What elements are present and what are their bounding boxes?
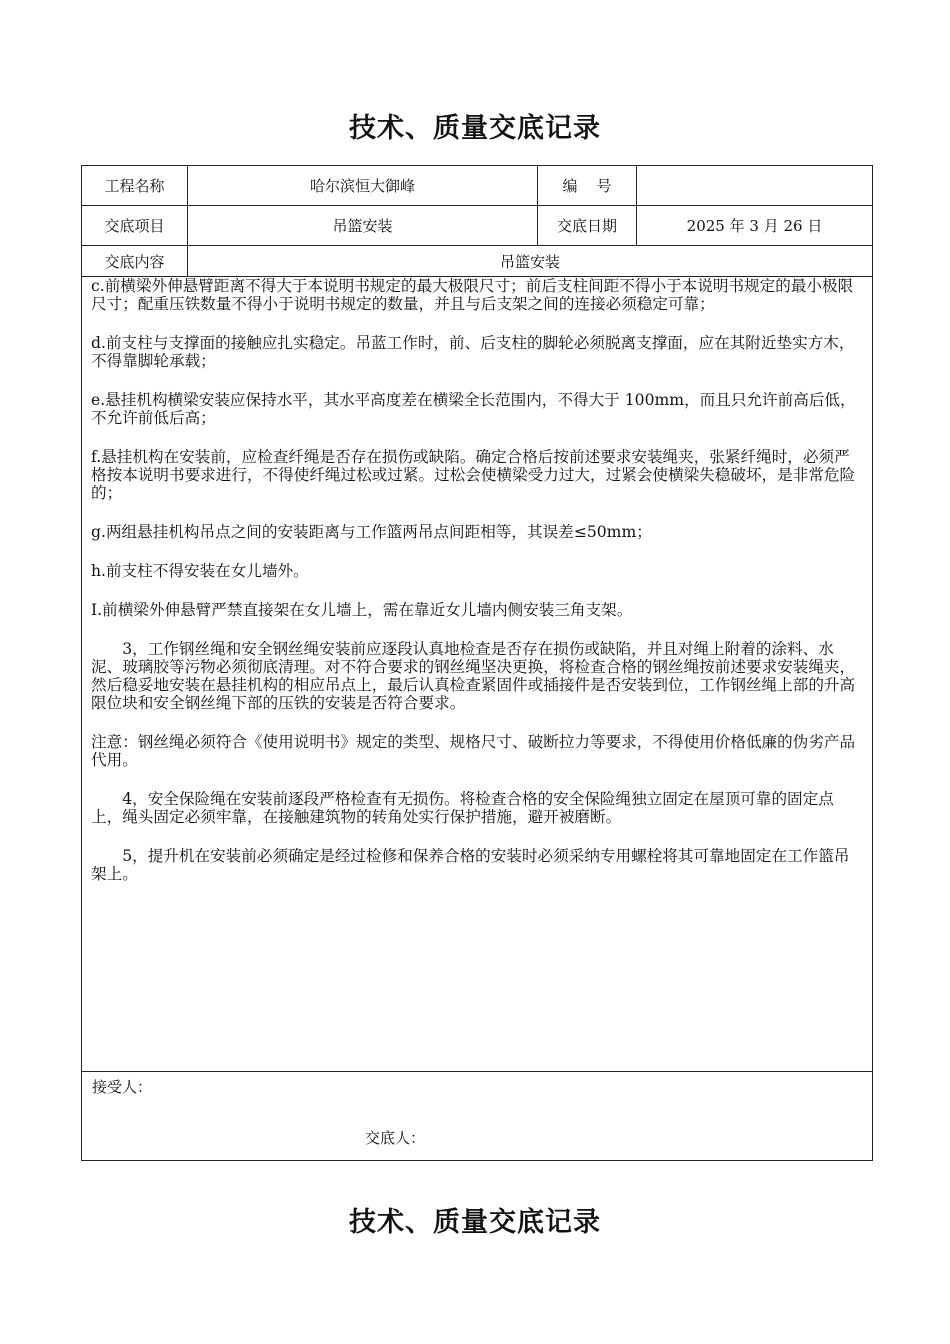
body-paragraph: g.两组悬挂机构吊点之间的安装距离与工作篮两吊点间距相等，其误差≤50mm； [91,523,652,541]
table-row [82,206,873,246]
date-value: 2025 年 3 月 26 日 [637,206,873,246]
content-label: 交底内容 [82,246,188,277]
body-paragraph: 4，安全保险绳在安装前逐段严格检查有无损伤。将检查合格的安全保险绳独立固定在屋顶可靠的固定点上，绳头固定必须牢靠，在接触建筑物的转角处实行保护措施，避开被磨断。 [91,790,834,826]
project-name-label: 工程名称 [82,166,188,206]
table-row [82,166,873,206]
item-label: 交底项目 [82,206,188,246]
body-paragraph: c.前横梁外伸悬臂距离不得大于本说明书规定的最大极限尺寸；前后支柱间距不得小于本说明书规定的最小极限尺寸；配重压铁数量不得小于说明书规定的数量，并且与后支架之间的连接必须稳定可靠； [91,277,854,313]
body-paragraph: d.前支柱与支撑面的接触应扎实稳定。吊蓝工作时，前、后支柱的脚轮必须脱离支撑面，应在其附近垫实方木，不得靠脚轮承载； [91,334,855,370]
body-paragraph: I.前横梁外伸悬臂严禁直接架在女儿墙上，需在靠近女儿墙内侧安装三角支架。 [91,601,633,619]
number-value [637,166,873,206]
signature-area [82,1072,873,1161]
body-paragraph: h.前支柱不得安装在女儿墙外。 [91,562,309,580]
item-value: 吊篮安装 [188,206,538,246]
content-value: 吊篮安装 [188,246,873,277]
body-paragraph: 注意：钢丝绳必须符合《使用说明书》规定的类型、规格尺寸、破断拉力等要求，不得使用价格低廉的伪劣产品代用。 [91,733,856,769]
body-paragraph: e.悬挂机构横梁安装应保持水平，其水平高度差在横梁全长范围内，不得大于 100mm，而且只允许前高后低，不允许前低后高； [91,391,856,427]
table-row [82,1072,873,1161]
body-paragraph: f.悬挂机构在安装前，应检查纤绳是否存在损伤或缺陷。确定合格后按前述要求安装绳夹，张紧纤绳时，必须严格按本说明书要求进行，不得使纤绳过松或过紧。过松会使横梁受力过大，过紧会使横梁失稳破坏，是非常危险的； [91,448,856,502]
project-name-value: 哈尔滨恒大御峰 [188,166,538,206]
document-title: 技术、质量交底记录 [349,113,601,144]
table-row [82,277,873,1072]
record-table [81,165,873,1161]
discloser-label: 交底人： [365,1129,426,1147]
date-label: 交底日期 [538,206,637,246]
disclosure-body [82,277,873,1072]
number-label: 编 号 [538,166,637,206]
document-title-repeat: 技术、质量交底记录 [349,1207,601,1238]
body-paragraph: 5，提升机在安装前必须确定是经过检修和保养合格的安装时必须采纳专用螺栓将其可靠地固定在工作篮吊架上。 [91,847,850,883]
table-row [82,246,873,277]
receiver-label: 接受人： [92,1078,153,1096]
body-paragraph: 3，工作钢丝绳和安全钢丝绳安装前应逐段认真地检查是否存在损伤或缺陷，并且对绳上附着的涂料、水泥、玻璃胶等污物必须彻底清理。对不符合要求的钢丝绳坚决更换，将检查合格的钢丝绳按前述要求安装绳夹，然后稳妥地安装在悬挂机构的相应吊点上，最后认真检查紧固件或插接件是否安装到位，工作钢丝绳上部的升高限位块和安全钢丝绳下部的压铁的安装是否符合要求。 [91,640,856,712]
